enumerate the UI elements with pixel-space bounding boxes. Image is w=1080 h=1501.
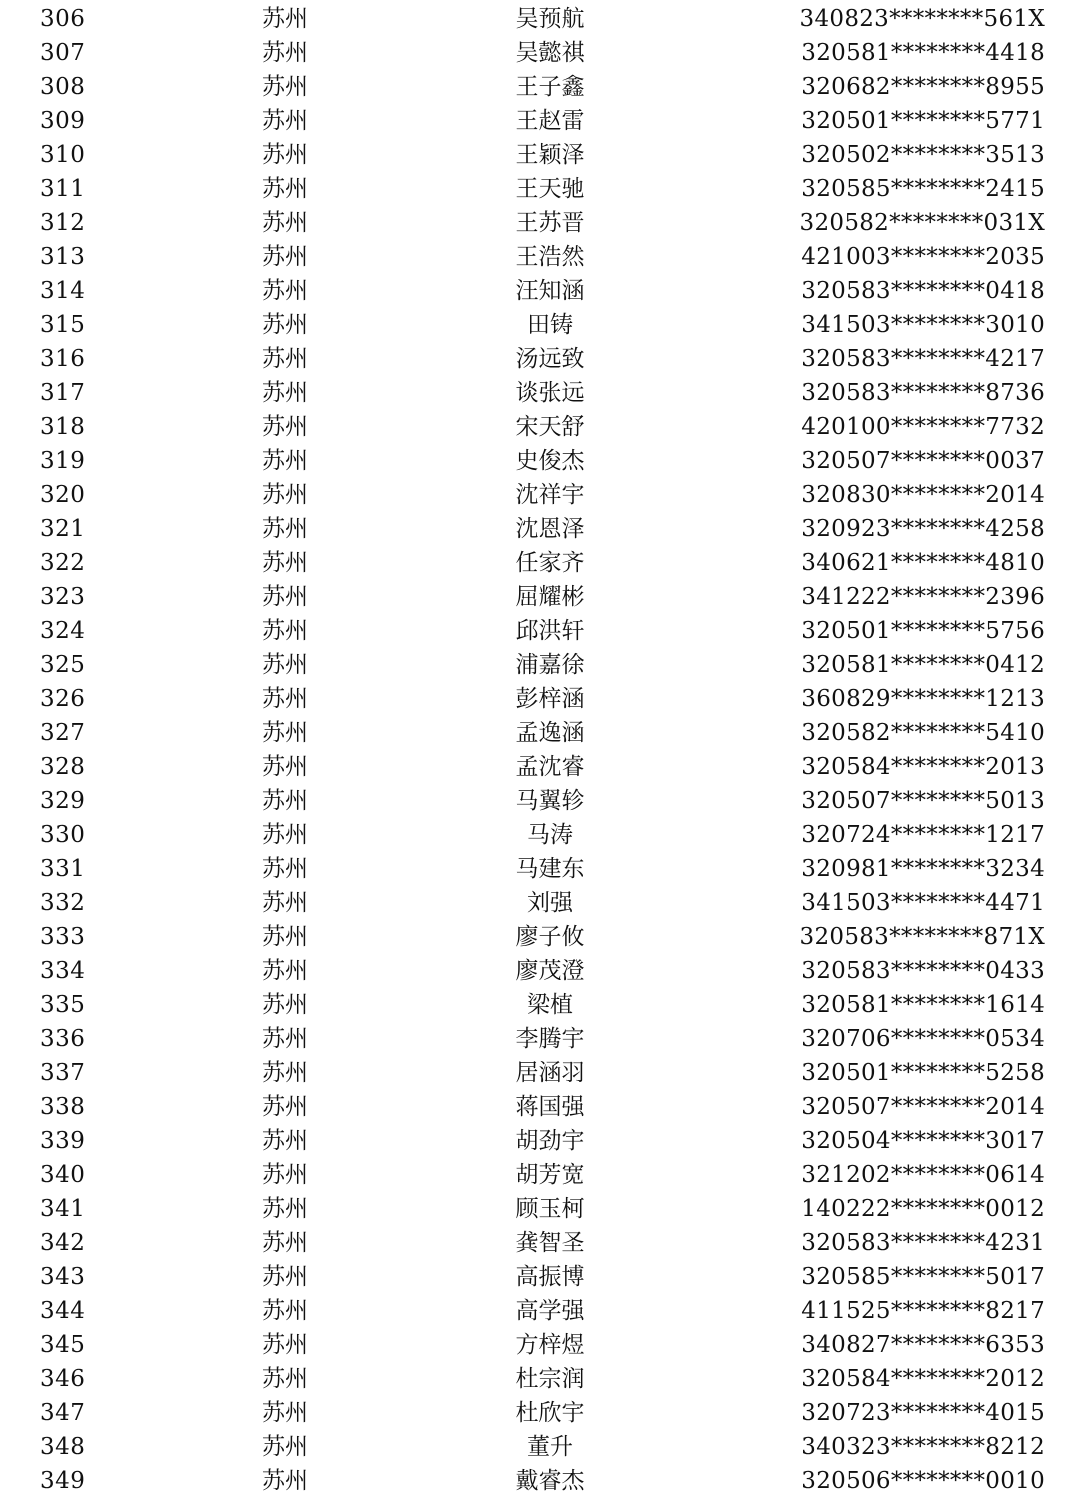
row-city: 苏州 xyxy=(262,720,308,746)
row-city: 苏州 xyxy=(262,1196,308,1222)
row-number: 342 xyxy=(40,1230,86,1256)
table-row xyxy=(0,852,1080,886)
row-number: 317 xyxy=(40,380,86,406)
row-city: 苏州 xyxy=(262,40,308,66)
row-id-number: 320706********0534 xyxy=(801,1026,1045,1052)
row-number: 310 xyxy=(40,142,86,168)
row-number: 348 xyxy=(40,1434,86,1460)
table-row xyxy=(0,2,1080,36)
row-number: 319 xyxy=(40,448,86,474)
row-id-number: 320506********0010 xyxy=(801,1468,1045,1494)
row-id-number: 341222********2396 xyxy=(801,584,1045,610)
row-id-number: 320585********5017 xyxy=(801,1264,1045,1290)
row-name: 廖子攸 xyxy=(515,924,585,950)
table-row xyxy=(0,172,1080,206)
row-number: 340 xyxy=(40,1162,86,1188)
row-city: 苏州 xyxy=(262,1094,308,1120)
table-row xyxy=(0,308,1080,342)
row-id-number: 320981********3234 xyxy=(801,856,1045,882)
row-city: 苏州 xyxy=(262,482,308,508)
row-id-number: 320504********3017 xyxy=(801,1128,1045,1154)
row-name: 李腾宇 xyxy=(515,1026,585,1052)
table-row xyxy=(0,954,1080,988)
row-number: 338 xyxy=(40,1094,86,1120)
row-id-number: 320830********2014 xyxy=(801,482,1045,508)
table-row xyxy=(0,716,1080,750)
row-name: 杜宗润 xyxy=(515,1366,585,1392)
row-city: 苏州 xyxy=(262,142,308,168)
row-city: 苏州 xyxy=(262,1434,308,1460)
row-number: 327 xyxy=(40,720,86,746)
table-row xyxy=(0,70,1080,104)
row-id-number: 320582********031X xyxy=(799,210,1045,236)
row-id-number: 320585********2415 xyxy=(801,176,1045,202)
row-number: 318 xyxy=(40,414,86,440)
row-name: 廖茂澄 xyxy=(515,958,585,984)
row-name: 龚智圣 xyxy=(515,1230,585,1256)
row-city: 苏州 xyxy=(262,550,308,576)
row-name: 王浩然 xyxy=(515,244,585,270)
table-row xyxy=(0,104,1080,138)
row-number: 347 xyxy=(40,1400,86,1426)
row-name: 王颖泽 xyxy=(515,142,585,168)
table-row xyxy=(0,580,1080,614)
row-id-number: 320501********5756 xyxy=(801,618,1045,644)
table-row xyxy=(0,1464,1080,1498)
row-city: 苏州 xyxy=(262,1264,308,1290)
row-id-number: 320583********4217 xyxy=(801,346,1045,372)
row-name: 邱洪轩 xyxy=(515,618,585,644)
table-row xyxy=(0,988,1080,1022)
row-city: 苏州 xyxy=(262,210,308,236)
row-id-number: 320507********0037 xyxy=(801,448,1045,474)
row-city: 苏州 xyxy=(262,822,308,848)
table-row xyxy=(0,1294,1080,1328)
table-row xyxy=(0,1158,1080,1192)
row-city: 苏州 xyxy=(262,1060,308,1086)
row-number: 320 xyxy=(40,482,86,508)
row-id-number: 320584********2013 xyxy=(801,754,1045,780)
row-name: 马翼轸 xyxy=(515,788,585,814)
table-row xyxy=(0,750,1080,784)
row-id-number: 421003********2035 xyxy=(801,244,1045,270)
row-city: 苏州 xyxy=(262,1468,308,1494)
table-row xyxy=(0,682,1080,716)
row-number: 337 xyxy=(40,1060,86,1086)
row-city: 苏州 xyxy=(262,6,308,32)
row-city: 苏州 xyxy=(262,278,308,304)
row-number: 314 xyxy=(40,278,86,304)
table-row xyxy=(0,648,1080,682)
row-name: 刘强 xyxy=(527,890,573,916)
row-number: 349 xyxy=(40,1468,86,1494)
row-name: 汪知涵 xyxy=(515,278,585,304)
row-number: 315 xyxy=(40,312,86,338)
row-id-number: 340827********6353 xyxy=(801,1332,1045,1358)
row-id-number: 320581********1614 xyxy=(801,992,1045,1018)
table-row xyxy=(0,546,1080,580)
row-id-number: 320582********5410 xyxy=(801,720,1045,746)
row-city: 苏州 xyxy=(262,992,308,1018)
row-name: 王赵雷 xyxy=(515,108,585,134)
table-row xyxy=(0,1362,1080,1396)
table-row xyxy=(0,240,1080,274)
row-city: 苏州 xyxy=(262,1298,308,1324)
row-id-number: 320583********871X xyxy=(799,924,1045,950)
table-row xyxy=(0,1396,1080,1430)
row-city: 苏州 xyxy=(262,108,308,134)
row-id-number: 320507********5013 xyxy=(801,788,1045,814)
row-name: 谈张远 xyxy=(515,380,585,406)
row-id-number: 321202********0614 xyxy=(801,1162,1045,1188)
row-city: 苏州 xyxy=(262,74,308,100)
row-id-number: 320501********5771 xyxy=(801,108,1045,134)
row-name: 吴懿祺 xyxy=(515,40,585,66)
row-city: 苏州 xyxy=(262,1332,308,1358)
row-name: 方梓煜 xyxy=(515,1332,585,1358)
row-name: 田铸 xyxy=(527,312,573,338)
table-row xyxy=(0,1056,1080,1090)
row-name: 胡劲宇 xyxy=(515,1128,585,1154)
row-name: 吴预航 xyxy=(515,6,585,32)
row-city: 苏州 xyxy=(262,652,308,678)
table-row xyxy=(0,36,1080,70)
table-row xyxy=(0,1260,1080,1294)
row-city: 苏州 xyxy=(262,1400,308,1426)
row-number: 309 xyxy=(40,108,86,134)
row-number: 332 xyxy=(40,890,86,916)
row-name: 浦嘉徐 xyxy=(515,652,585,678)
row-name: 高振博 xyxy=(515,1264,585,1290)
row-name: 孟沈睿 xyxy=(515,754,585,780)
row-number: 336 xyxy=(40,1026,86,1052)
row-number: 345 xyxy=(40,1332,86,1358)
row-city: 苏州 xyxy=(262,924,308,950)
row-id-number: 340621********4810 xyxy=(801,550,1045,576)
row-city: 苏州 xyxy=(262,958,308,984)
table-row xyxy=(0,818,1080,852)
row-city: 苏州 xyxy=(262,1162,308,1188)
row-name: 戴睿杰 xyxy=(515,1468,585,1494)
row-id-number: 320583********4231 xyxy=(801,1230,1045,1256)
row-id-number: 320581********0412 xyxy=(801,652,1045,678)
row-id-number: 420100********7732 xyxy=(801,414,1045,440)
row-id-number: 320583********8736 xyxy=(801,380,1045,406)
row-id-number: 340823********561X xyxy=(799,6,1045,32)
row-number: 316 xyxy=(40,346,86,372)
row-city: 苏州 xyxy=(262,414,308,440)
row-city: 苏州 xyxy=(262,1128,308,1154)
row-name: 王苏晋 xyxy=(515,210,585,236)
row-name: 宋天舒 xyxy=(515,414,585,440)
row-number: 325 xyxy=(40,652,86,678)
table-row xyxy=(0,512,1080,546)
row-city: 苏州 xyxy=(262,176,308,202)
row-id-number: 320502********3513 xyxy=(801,142,1045,168)
row-city: 苏州 xyxy=(262,312,308,338)
row-name: 杜欣宇 xyxy=(515,1400,585,1426)
row-name: 马建东 xyxy=(515,856,585,882)
row-id-number: 360829********1213 xyxy=(801,686,1045,712)
table-row xyxy=(0,920,1080,954)
row-number: 331 xyxy=(40,856,86,882)
row-number: 307 xyxy=(40,40,86,66)
row-name: 孟逸涵 xyxy=(515,720,585,746)
row-city: 苏州 xyxy=(262,346,308,372)
row-city: 苏州 xyxy=(262,380,308,406)
row-number: 334 xyxy=(40,958,86,984)
table-row xyxy=(0,376,1080,410)
row-city: 苏州 xyxy=(262,1230,308,1256)
row-number: 324 xyxy=(40,618,86,644)
row-number: 339 xyxy=(40,1128,86,1154)
row-name: 任家齐 xyxy=(515,550,585,576)
row-number: 313 xyxy=(40,244,86,270)
row-city: 苏州 xyxy=(262,244,308,270)
row-id-number: 320682********8955 xyxy=(801,74,1045,100)
row-name: 居涵羽 xyxy=(515,1060,585,1086)
row-id-number: 341503********4471 xyxy=(801,890,1045,916)
row-city: 苏州 xyxy=(262,890,308,916)
row-name: 屈耀彬 xyxy=(515,584,585,610)
row-id-number: 340323********8212 xyxy=(801,1434,1045,1460)
row-city: 苏州 xyxy=(262,584,308,610)
row-city: 苏州 xyxy=(262,448,308,474)
row-name: 王天驰 xyxy=(515,176,585,202)
table-row xyxy=(0,1430,1080,1464)
table-row xyxy=(0,1192,1080,1226)
row-id-number: 411525********8217 xyxy=(801,1298,1045,1324)
row-number: 333 xyxy=(40,924,86,950)
table-row xyxy=(0,1022,1080,1056)
row-id-number: 320501********5258 xyxy=(801,1060,1045,1086)
row-number: 312 xyxy=(40,210,86,236)
row-id-number: 320583********0418 xyxy=(801,278,1045,304)
row-id-number: 140222********0012 xyxy=(801,1196,1045,1222)
table-row xyxy=(0,1328,1080,1362)
row-name: 高学强 xyxy=(515,1298,585,1324)
row-name: 史俊杰 xyxy=(515,448,585,474)
table-row xyxy=(0,784,1080,818)
row-id-number: 320581********4418 xyxy=(801,40,1045,66)
row-number: 335 xyxy=(40,992,86,1018)
row-number: 329 xyxy=(40,788,86,814)
row-city: 苏州 xyxy=(262,754,308,780)
row-id-number: 320583********0433 xyxy=(801,958,1045,984)
table-row xyxy=(0,138,1080,172)
row-name: 董升 xyxy=(527,1434,573,1460)
row-id-number: 320923********4258 xyxy=(801,516,1045,542)
table-row xyxy=(0,206,1080,240)
row-number: 322 xyxy=(40,550,86,576)
row-name: 蒋国强 xyxy=(515,1094,585,1120)
row-id-number: 341503********3010 xyxy=(801,312,1045,338)
row-number: 346 xyxy=(40,1366,86,1392)
row-city: 苏州 xyxy=(262,1366,308,1392)
row-name: 梁植 xyxy=(527,992,573,1018)
row-number: 321 xyxy=(40,516,86,542)
row-number: 343 xyxy=(40,1264,86,1290)
row-name: 胡芳宽 xyxy=(515,1162,585,1188)
row-number: 328 xyxy=(40,754,86,780)
row-name: 沈祥宇 xyxy=(515,482,585,508)
table-row xyxy=(0,1226,1080,1260)
row-name: 沈恩泽 xyxy=(515,516,585,542)
table-row xyxy=(0,444,1080,478)
row-id-number: 320584********2012 xyxy=(801,1366,1045,1392)
row-number: 341 xyxy=(40,1196,86,1222)
table-row xyxy=(0,410,1080,444)
row-city: 苏州 xyxy=(262,618,308,644)
row-city: 苏州 xyxy=(262,686,308,712)
row-id-number: 320723********4015 xyxy=(801,1400,1045,1426)
table-row xyxy=(0,478,1080,512)
row-name: 马涛 xyxy=(527,822,573,848)
row-name: 汤远致 xyxy=(515,346,585,372)
row-number: 306 xyxy=(40,6,86,32)
row-number: 344 xyxy=(40,1298,86,1324)
table-row xyxy=(0,274,1080,308)
row-number: 326 xyxy=(40,686,86,712)
table-row xyxy=(0,342,1080,376)
row-city: 苏州 xyxy=(262,856,308,882)
row-name: 顾玉柯 xyxy=(515,1196,585,1222)
row-city: 苏州 xyxy=(262,1026,308,1052)
row-number: 308 xyxy=(40,74,86,100)
row-id-number: 320507********2014 xyxy=(801,1094,1045,1120)
row-city: 苏州 xyxy=(262,788,308,814)
table-row xyxy=(0,614,1080,648)
table-row xyxy=(0,886,1080,920)
table-row xyxy=(0,1124,1080,1158)
row-number: 311 xyxy=(40,176,86,202)
row-name: 王子鑫 xyxy=(515,74,585,100)
table-row xyxy=(0,1090,1080,1124)
row-city: 苏州 xyxy=(262,516,308,542)
row-number: 323 xyxy=(40,584,86,610)
row-name: 彭梓涵 xyxy=(515,686,585,712)
row-number: 330 xyxy=(40,822,86,848)
row-id-number: 320724********1217 xyxy=(801,822,1045,848)
